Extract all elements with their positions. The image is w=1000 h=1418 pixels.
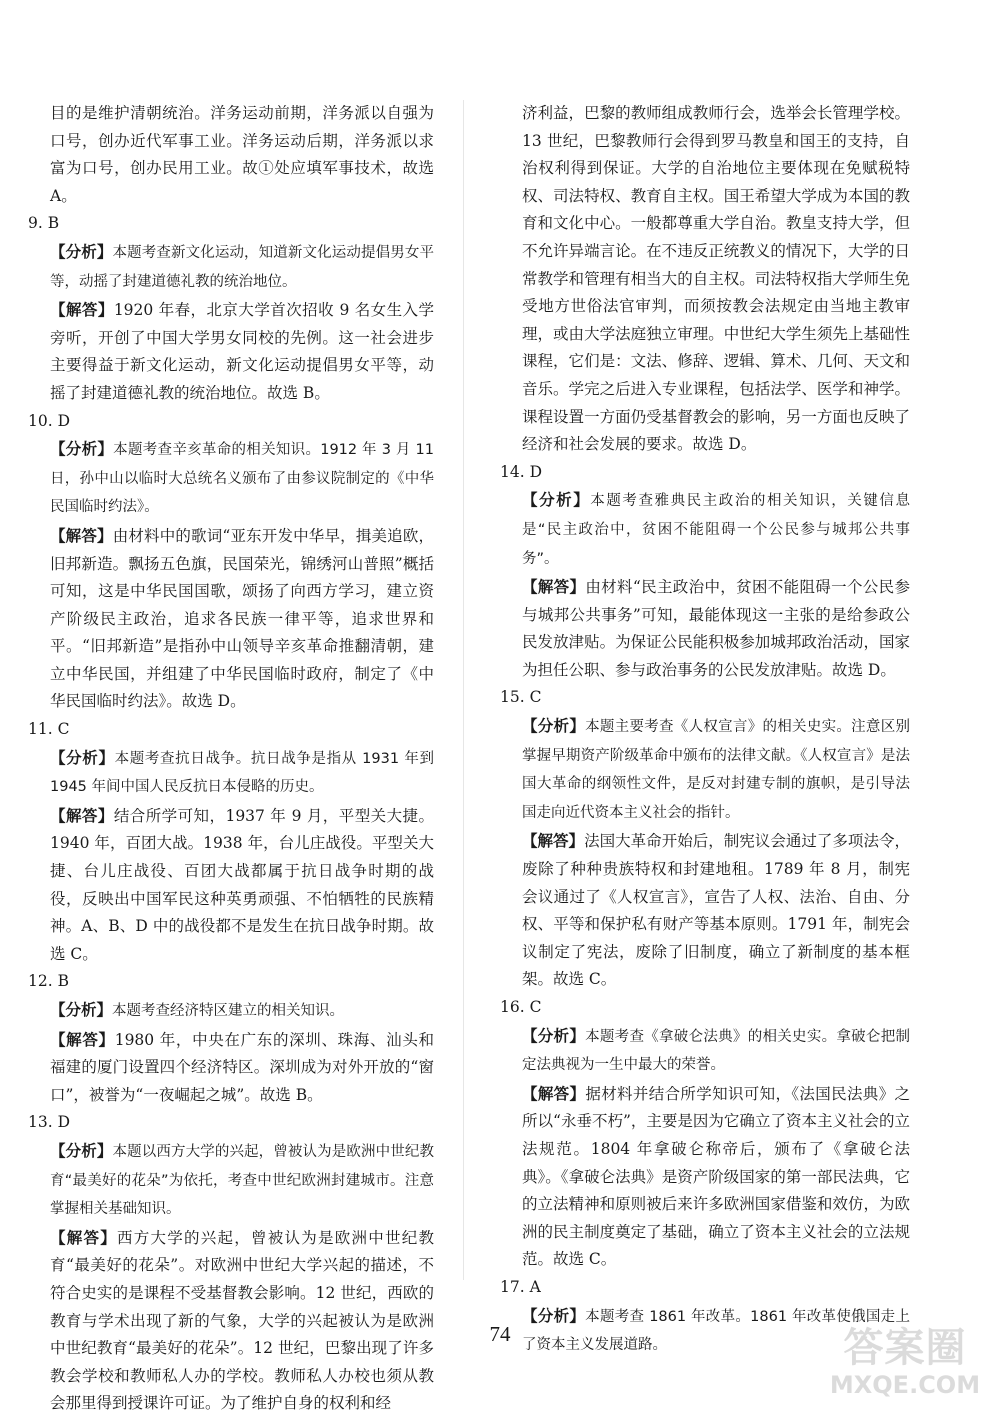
- answer-text: 法国大革命开始后，制宪议会通过了多项法令，废除了种种贵族特权和封建地租。1789 年 8 月，制宪会议通过了《人权宣言》，宣告了人权、法治、自由、分权、平等和保护私有财产等基本原则。1791 年，制宪会议制定了宪法，废除了旧制度，确立了新制度的基本框架。故选 C。: [522, 832, 910, 989]
- answer-paragraph: [28, 522, 434, 716]
- answer-paragraph: [28, 1224, 434, 1418]
- answer-tag: 【解答】: [522, 577, 586, 597]
- continued-text: 目的是维护清朝统治。洋务运动前期，洋务派以自强为口号，创办近代军事工业。洋务运动后期，洋务派以求富为口号，创办民用工业。故①处应填军事技术，故选 A。: [50, 104, 434, 205]
- watermark-logo: [825, 1325, 985, 1405]
- question-number: 15. C: [500, 688, 542, 707]
- analysis-tag: 【分析】: [50, 747, 115, 767]
- analysis-text: 本题考查 1861 年改革。1861 年改革使俄国走上了资本主义发展道路。: [522, 1308, 910, 1354]
- analysis-text: 本题考查辛亥革命的相关知识。1912 年 3 月 11 日，孙中山以临时大总统名义颁布了由参议院制定的《中华民国临时约法》。: [50, 442, 434, 516]
- question-number: 9. B: [28, 214, 60, 233]
- question-number: 13. D: [28, 1113, 71, 1132]
- analysis-text: 本题考查抗日战争。抗日战争是指从 1931 年到 1945 年间中国人民反抗日本侵略的历史。: [50, 750, 434, 796]
- analysis-paragraph: [28, 435, 434, 522]
- analysis-paragraph: [500, 1022, 910, 1080]
- answer-text: 由材料中的歌词“亚东开发中华早，揖美追欧，旧邦新造。飘扬五色旗，民国荣光，锦绣河山普照”概括可知，这是中华民国国歌，颂扬了向西方学习，建立资产阶级民主政治，追求各民族一律平等，追求世界和平。“旧邦新造”是指孙中山领导辛亥革命推翻清朝，建立中华民国，并组建了中华民国临时政府，制定了《中华民国临时约法》。故选 D。: [50, 526, 434, 711]
- answer-text: 据材料并结合所学知识可知，《法国民法典》之所以“永垂不朽”，主要是因为它确立了资本主义社会的立法规范。1804 年拿破仑称帝后，颁布了《拿破仑法典》。《拿破仑法典》是资产阶级国家的第一部民法典，它的立法精神和原则被后来许多欧洲国家借鉴和效仿，为欧洲的民主制度奠定了基础，确立了资本主义社会的立法规范。故选 C。: [522, 1084, 910, 1269]
- answer-paragraph: [500, 1080, 910, 1274]
- page-number: 74: [489, 1322, 511, 1346]
- continued-text: 济利益，巴黎的教师组成教师行会，选举会长管理学校。13 世纪，巴黎教师行会得到罗马教皇和国王的支持，自治权利得到保证。大学的自治地位主要体现在免赋税特权、司法特权、教育自主权。国王希望大学成为本国的教育和文化中心。一般都尊重大学自治。教皇支持大学，但不允许异端言论。在不违反正统教义的情况下，大学的日常教学和管理有相当大的自主权。司法特权指大学师生免受地方世俗法官审判，而须按教会法规定由当地主教审理，或由大学法庭独立审理。中世纪大学生须先上基础性课程，它们是：文法、修辞、逻辑、算术、几何、天文和音乐。学完之后进入专业课程，包括法学、医学和神学。课程设置一方面仍受基督教会的影响，另一方面也反映了经济和社会发展的要求。故选 D。: [522, 104, 910, 454]
- answer-tag: 【解答】: [50, 300, 114, 320]
- analysis-text: 本题考查《拿破仑法典》的相关史实。拿破仑把制定法典视为一生中最大的荣誉。: [522, 1028, 910, 1074]
- watermark-logo-text: 答案圈: [843, 1325, 967, 1371]
- left-column: [28, 100, 434, 1418]
- analysis-tag: 【分析】: [50, 241, 113, 261]
- answer-paragraph: [500, 573, 910, 684]
- analysis-tag: 【分析】: [50, 1000, 113, 1019]
- analysis-paragraph: [500, 712, 910, 827]
- analysis-tag: 【分析】: [50, 439, 114, 459]
- analysis-text: 本题考查经济特区建立的相关知识。: [112, 1003, 345, 1019]
- analysis-tag: 【分析】: [50, 1140, 113, 1160]
- analysis-text: 本题以西方大学的兴起，曾被认为是欧洲中世纪教育“最美好的花朵”为依托，考查中世纪欧洲封建城市。注意掌握相关基础知识。: [50, 1143, 434, 1218]
- answer-text: 结合所学可知，1937 年 9 月，平型关大捷。1940 年，百团大战。1938 年，台儿庄战役。平型关大捷、台儿庄战役、百团大战都属于抗日战争时期的战役，反映出中国军民这种英勇顽强、不怕牺牲的民族精神。A、B、D 中的战役都不是发生在抗日战争时期。故选 C。: [50, 806, 434, 963]
- analysis-tag: 【分析】: [522, 490, 591, 510]
- right-column: [500, 100, 910, 1360]
- question-number: 17. A: [500, 1277, 541, 1296]
- answer-tag: 【解答】: [50, 805, 114, 825]
- question-number: 16. C: [500, 998, 542, 1016]
- answer-tag: 【解答】: [50, 525, 113, 545]
- analysis-paragraph: [28, 238, 434, 296]
- answer-text: 由材料“民主政治中，贫困不能阻碍一个公民参与城邦公共事务”可知，最能体现这一主张的是给参政公民发放津贴。为保证公民能积极参加城邦政治活动，国家为担任公职、参与政治事务的公民发放津贴。故选 D。: [522, 578, 910, 679]
- answer-text: 西方大学的兴起，曾被认为是欧洲中世纪教育“最美好的花朵”。对欧洲中世纪大学兴起的描述，不符合史实的是课程不受基督教会影响。12 世纪，西欧的教育与学术出现了新的气象，大学的兴起被认为是欧洲中世纪教育“最美好的花朵”。12 世纪，巴黎出现了许多教会学校和教师私人办的学校。教师私人办校也须从教会那里得到授课许可证。为了维护自身的权利和经: [50, 1228, 434, 1413]
- answer-tag: 【解答】: [522, 1083, 586, 1103]
- answer-paragraph: [500, 827, 910, 994]
- question-number: 12. B: [28, 972, 69, 991]
- analysis-paragraph: [28, 744, 434, 802]
- analysis-text: 本题考查新文化运动，知道新文化运动提倡男女平等，动摇了封建道德礼教的统治地位。: [50, 244, 434, 290]
- analysis-tag: 【分析】: [522, 716, 586, 736]
- answer-paragraph: [28, 1026, 434, 1110]
- answer-paragraph: [28, 296, 434, 407]
- question-number: 14. D: [500, 462, 543, 481]
- answer-tag: 【解答】: [522, 831, 585, 851]
- question-number: 11. C: [28, 720, 70, 739]
- analysis-paragraph: [28, 996, 434, 1026]
- analysis-paragraph: [500, 486, 910, 573]
- answer-text: 1920 年春，北京大学首次招收 9 名女生入学旁听，开创了中国大学男女同校的先例。这一社会进步主要得益于新文化运动，新文化运动提倡男女平等，动摇了封建道德礼教的统治地位。故选 B。: [50, 301, 434, 402]
- question-number: 10. D: [28, 411, 71, 430]
- answer-tag: 【解答】: [50, 1227, 117, 1247]
- answer-paragraph: [28, 802, 434, 969]
- analysis-text: 本题考查雅典民主政治的相关知识，关键信息是“民主政治中，贫困不能阻碍一个公民参与城邦公共事务”。: [522, 493, 910, 567]
- column-divider: [463, 100, 464, 1280]
- analysis-tag: 【分析】: [522, 1305, 586, 1325]
- analysis-text: 本题主要考查《人权宣言》的相关史实。注意区别掌握早期资产阶级革命中颁布的法律文献。《人权宣言》是法国大革命的纲领性文件，是反对封建专制的旗帜，是引导法国走向近代资本主义社会的指针。: [522, 719, 910, 821]
- watermark-url: MXQE.COM: [829, 1371, 981, 1399]
- answer-text: 1980 年，中央在广东的深圳、珠海、汕头和福建的厦门设置四个经济特区。深圳成为对外开放的“窗口”，被誉为“一夜崛起之城”。故选 B。: [50, 1030, 434, 1104]
- answer-tag: 【解答】: [50, 1029, 115, 1049]
- analysis-paragraph: [28, 1137, 434, 1224]
- analysis-tag: 【分析】: [522, 1025, 586, 1045]
